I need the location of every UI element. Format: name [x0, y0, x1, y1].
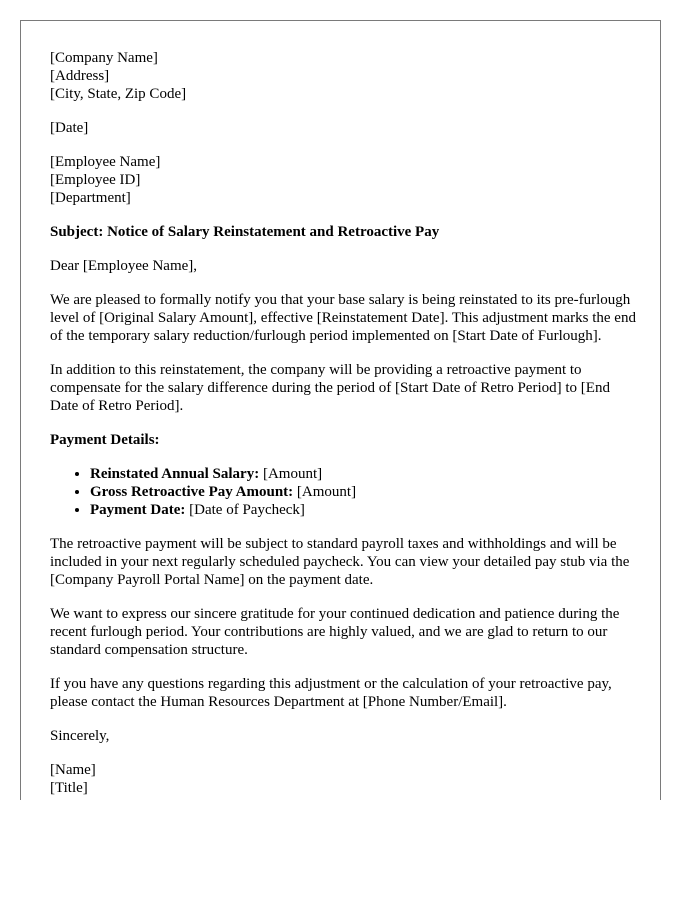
paragraph-reinstatement: We are pleased to formally notify you that your base salary is being reinstated to its pre-furlough level of [Original Salary Amount], effective [Reinstatement Date]. This adjustment marks the end of the temporary salary reduction/furlough period implemented on [Start Date of Furlough].	[50, 292, 636, 344]
payment-detail-label: Gross Retroactive Pay Amount:	[90, 484, 294, 500]
closing: Sincerely,	[50, 728, 110, 744]
subject-line: Subject: Notice of Salary Reinstatement and Retroactive Pay	[50, 224, 440, 240]
company-city-state-zip: [City, State, Zip Code]	[50, 86, 187, 102]
payment-detail-item-salary	[90, 465, 640, 483]
recipient-department: [Department]	[50, 190, 131, 206]
payment-details-heading: Payment Details:	[50, 432, 160, 448]
payment-details-list	[50, 465, 640, 519]
payment-detail-label: Payment Date:	[90, 502, 186, 518]
company-address: [Address]	[50, 68, 110, 84]
company-name: [Company Name]	[50, 50, 158, 66]
salutation: Dear [Employee Name],	[50, 258, 198, 274]
letter-page	[20, 20, 661, 800]
signature-block	[50, 761, 640, 797]
payment-detail-item-retro-pay	[90, 483, 640, 501]
letter-body	[50, 49, 640, 797]
paragraph-taxes: The retroactive payment will be subject to standard payroll taxes and withholdings and will be included in your next regularly scheduled paycheck. You can view your detailed pay stub via the [Company Payroll Portal Name] on the payment date.	[50, 536, 630, 588]
sender-block	[50, 49, 640, 103]
letter-date: [Date]	[50, 120, 89, 136]
payment-detail-label: Reinstated Annual Salary:	[90, 466, 260, 482]
paragraph-questions: If you have any questions regarding this adjustment or the calculation of your retroactive pay, please contact the Human Resources Department at [Phone Number/Email].	[50, 676, 612, 710]
payment-detail-value: [Date of Paycheck]	[185, 502, 305, 518]
signature-title: [Title]	[50, 780, 88, 796]
recipient-block	[50, 153, 640, 207]
recipient-id: [Employee ID]	[50, 172, 141, 188]
signature-name: [Name]	[50, 762, 96, 778]
payment-detail-value: [Amount]	[293, 484, 357, 500]
paragraph-gratitude: We want to express our sincere gratitude for your continued dedication and patience during the recent furlough period. Your contributions are highly valued, and we are glad to return to our standard compensation structure.	[50, 606, 620, 658]
payment-detail-value: [Amount]	[259, 466, 323, 482]
recipient-name: [Employee Name]	[50, 154, 161, 170]
paragraph-retroactive: In addition to this reinstatement, the company will be providing a retroactive payment to compensate for the salary difference during the period of [Start Date of Retro Period] to [End Date of Retro Period].	[50, 362, 610, 414]
payment-detail-item-date	[90, 501, 640, 519]
